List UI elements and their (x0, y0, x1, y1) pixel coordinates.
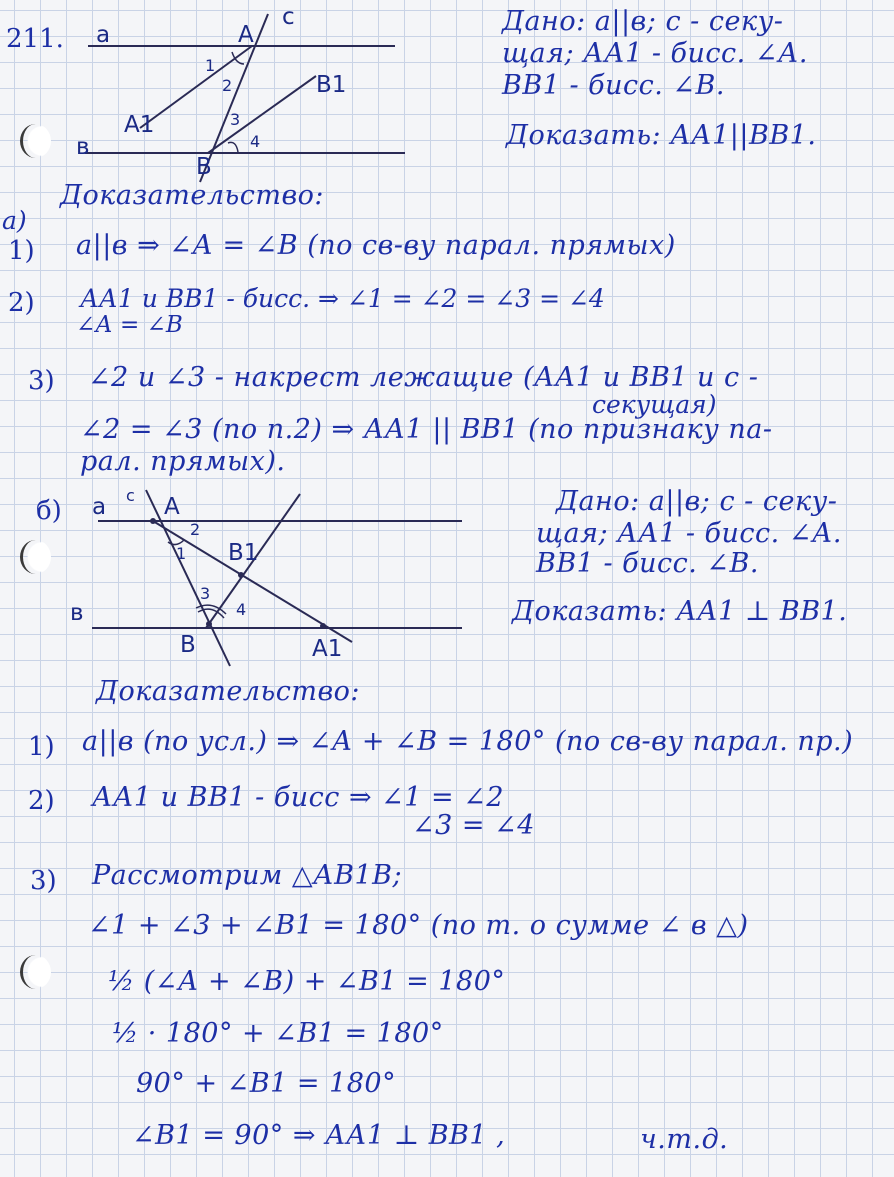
prove-a: Доказать: АА1||ВВ1. (506, 120, 817, 151)
angle-arc-b-34b (198, 609, 224, 618)
qed: ч.т.д. (640, 1124, 729, 1155)
step-a-3c: ∠2 = ∠3 (по п.2) ⇒ АА1 || ВВ1 (по признаку па- (80, 414, 773, 445)
label-b-angle-4: 4 (236, 600, 247, 619)
label-a: a (96, 22, 111, 48)
given-a-line-2: щая; АА1 - бисс. ∠А. (502, 38, 808, 69)
label-angle-4: 4 (250, 132, 261, 151)
line-b-sum: ∠1 + ∠3 + ∠В1 = 180° (по т. о сумме ∠ в △) (88, 910, 749, 941)
label-point-b: B (196, 154, 212, 180)
step-b-2-number: 2) (28, 786, 55, 816)
step-b-2: АА1 и ВВ1 - бисс ⇒ ∠1 = ∠2 (92, 782, 505, 813)
label-b: в (76, 134, 90, 160)
step-a-3d: рал. прямых). (80, 446, 286, 477)
point-b (206, 621, 212, 627)
step-a-3b: секущая) (592, 390, 717, 419)
given-b-line-3: ВВ1 - бисс. ∠В. (536, 548, 759, 579)
given-a-line-3: ВВ1 - бисс. ∠В. (502, 70, 725, 101)
prove-b: Доказать: АА1 ⊥ ВВ1. (512, 596, 848, 627)
line-b-90: 90° + ∠В1 = 180° (136, 1068, 397, 1099)
given-b-line-1: Дано: а||в; с - секу- (556, 486, 838, 517)
part-a-label: а) (2, 206, 27, 235)
proof-heading-b: Доказательство: (96, 676, 361, 707)
label-b-b1: В1 (228, 540, 259, 566)
label-b-angle-1: 1 (176, 544, 187, 563)
step-a-1-number: 1) (8, 236, 35, 266)
label-angle-1: 1 (205, 56, 216, 75)
step-b-2b: ∠3 = ∠4 (412, 810, 535, 841)
label-angle-2: 2 (222, 76, 233, 95)
line-b-half-sum: ½ (∠А + ∠В) + ∠В1 = 180° (108, 966, 506, 997)
label-b1: B1 (316, 72, 347, 98)
label-c: c (282, 4, 295, 30)
step-a-1: а||в ⇒ ∠А = ∠В (по св-ву парал. прямых) (76, 230, 676, 261)
given-a-line-1: Дано: а||в; с - секу- (502, 6, 784, 37)
given-b-line-2: щая; АА1 - бисс. ∠А. (536, 518, 842, 549)
step-b-3-number: 3) (30, 866, 57, 896)
label-b-point-b: В (180, 632, 196, 658)
label-a1: A1 (124, 112, 155, 138)
label-angle-3: 3 (230, 110, 241, 129)
label-point-a: A (238, 22, 254, 48)
step-a-2: АА1 и ВВ1 - бисс. ⇒ ∠1 = ∠2 = ∠3 = ∠4 (80, 284, 605, 313)
label-b-a1: А1 (312, 636, 343, 662)
step-b-1-number: 1) (28, 732, 55, 762)
proof-heading-a: Доказательство: (60, 180, 325, 211)
step-a-3: ∠2 и ∠3 - накрест лежащие (АА1 и ВВ1 и с - (88, 362, 759, 393)
point-b1 (238, 572, 244, 578)
label-b-point-a: А (164, 494, 180, 520)
label-b-angle-3: 3 (200, 584, 211, 603)
label-b-a: а (92, 494, 107, 520)
step-b-3: Рассмотрим △АВ1В; (92, 860, 403, 891)
point-a1 (320, 623, 326, 629)
line-b-conclusion: ∠В1 = 90° ⇒ АА1 ⊥ ВВ1 , (132, 1120, 506, 1151)
step-a-2-number: 2) (8, 288, 35, 318)
problem-number: 211. (6, 24, 64, 54)
label-b-c: с (126, 486, 135, 505)
label-b-b: в (70, 600, 84, 626)
point-a (150, 518, 156, 524)
step-b-1: а||в (по усл.) ⇒ ∠А + ∠В = 180° (по св-ву парал. пр.) (82, 726, 854, 757)
step-a-3-number: 3) (28, 366, 55, 396)
line-b-half-180: ½ · 180° + ∠В1 = 180° (112, 1018, 444, 1049)
label-b-angle-2: 2 (190, 520, 201, 539)
part-b-label: б) (36, 496, 62, 526)
step-a-2b: ∠А = ∠В (76, 312, 183, 338)
